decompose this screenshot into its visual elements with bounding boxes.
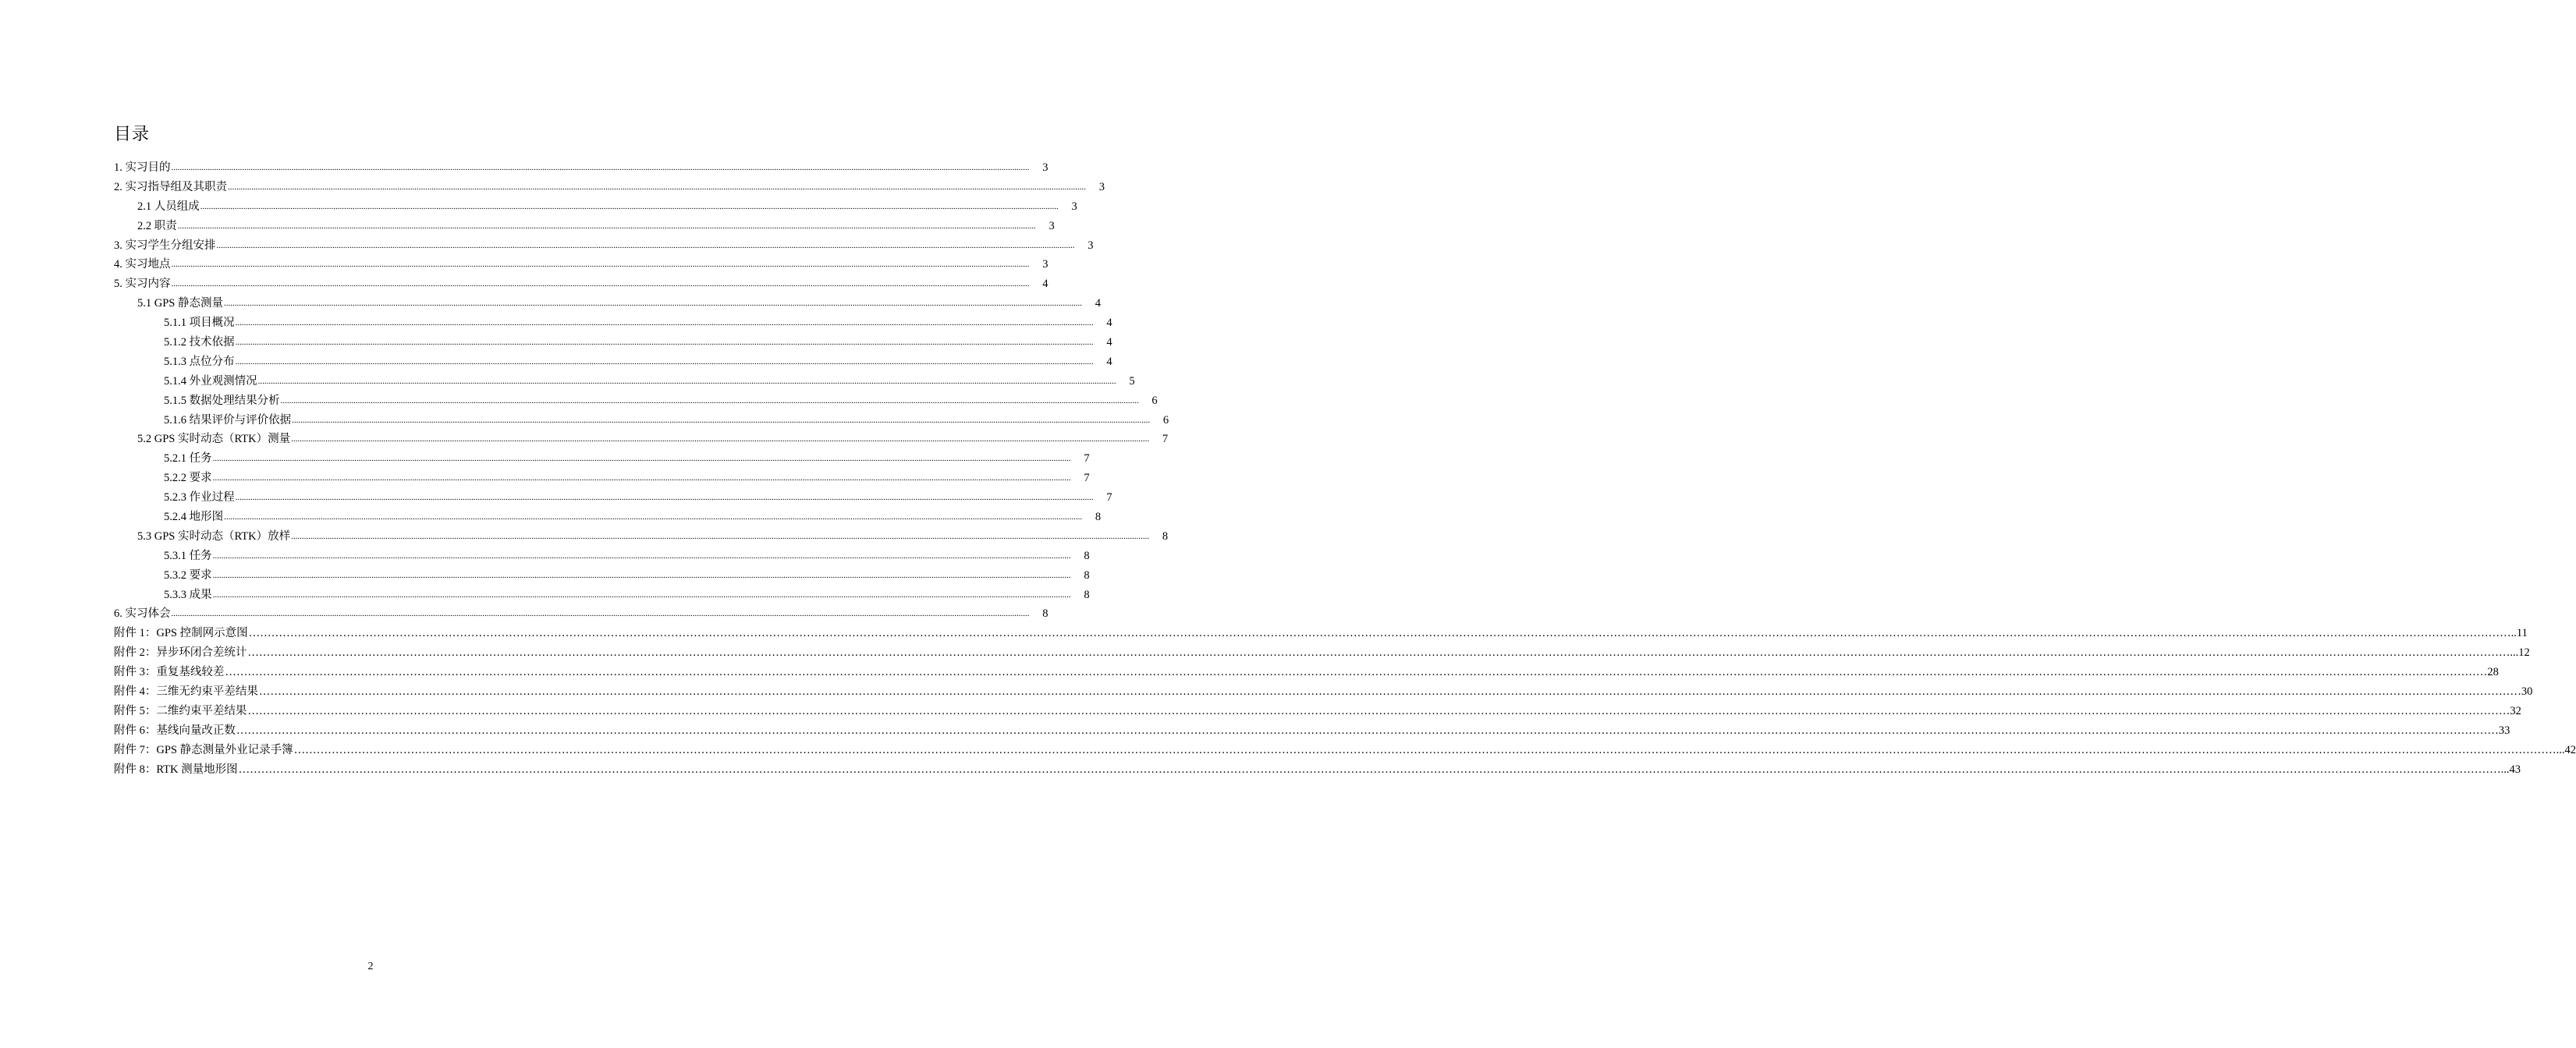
appendix-entry-label: 附件 2：异步环闭合差统计 (114, 643, 247, 663)
toc-entry-label: 2.1 人员组成 (137, 197, 200, 217)
dot-leader: ................................................................................................................................................................................................................................................................................................................................................................................................................ (212, 590, 1071, 600)
dot-leader: ................................................................................................................................................................................................................................................................................................................................................................................................................ (257, 376, 1116, 386)
toc-entry[interactable] (114, 372, 1135, 391)
appendix-entry-label: 附件 6：基线向量改正数 (114, 721, 236, 741)
appendix-entry-page: 30 (2521, 685, 2533, 699)
toc-entry[interactable] (114, 158, 1048, 178)
dot-leader: ................................................................................................................................................................................................................................................................................................................................................................................................................ (223, 299, 1082, 309)
toc-entry[interactable] (114, 586, 1090, 605)
appendix-entry[interactable] (114, 624, 2528, 643)
toc-entry[interactable] (114, 217, 1055, 236)
toc-entry-page: 4 (1095, 297, 1101, 310)
toc-entry-label: 5.2.3 作业过程 (164, 488, 236, 508)
toc-entry[interactable] (114, 566, 1090, 586)
ellipsis-leader: …………………………………………………………………………………………………………………………………………………………………………………………………………………………………………………………………………………………………………………………………………………………………………………………………………………………………………………………………………………………………………………………………………………… (238, 763, 2501, 776)
toc-entry-label: 5.2.1 任务 (164, 449, 213, 469)
dot-leader: ................................................................................................................................................................................................................................................................................................................................................................................................................ (235, 338, 1094, 347)
ellipsis-leader: …………………………………………………………………………………………………………………………………………………………………………………………………………………………………………………………………………………………………………………………………………………………………………………………………………………………………………………………………………………………………………………………………………………… (225, 666, 2488, 679)
appendix-entry[interactable] (114, 741, 2576, 760)
appendix-entry[interactable] (114, 663, 2499, 682)
ellipsis-leader: …………………………………………………………………………………………………………………………………………………………………………………………………………………………………………………………………………………………………………………………………………………………………………………………………………………………………………………………………………………………………………………………………………………… (247, 646, 2510, 660)
dot-leader: ................................................................................................................................................................................................................................................................................................................................................................................................................ (291, 434, 1150, 444)
appendix-entry-label: 附件 3：重复基线较差 (114, 663, 225, 682)
toc-entry-page: 3 (1042, 161, 1048, 174)
toc-entry-label: 5.1 GPS 静态测量 (137, 294, 224, 313)
toc-entry-label: 5.3.1 任务 (164, 547, 213, 566)
ellipsis-leader: …………………………………………………………………………………………………………………………………………………………………………………………………………………………………………………………………………………………………………………………………………………………………………………………………………………………………………………………………………………………………………………………………………………… (248, 627, 2511, 640)
appendix-entry-page: 28 (2487, 666, 2499, 679)
table-of-contents (114, 158, 2576, 780)
toc-entry[interactable] (114, 604, 1048, 624)
dot-leader: ................................................................................................................................................................................................................................................................................................................................................................................................................ (292, 415, 1151, 425)
toc-entry[interactable] (114, 294, 1101, 313)
toc-entry-page: 3 (1098, 180, 1105, 193)
toc-entry[interactable] (114, 469, 1090, 488)
ellipsis-leader: …………………………………………………………………………………………………………………………………………………………………………………………………………………………………………………………………………………………………………………………………………………………………………………………………………………………………………………………………………………………………………………………………………………… (236, 724, 2499, 737)
toc-entry-page: 8 (1084, 588, 1090, 601)
toc-entry[interactable] (114, 488, 1112, 508)
toc-entry-label: 4. 实习地点 (114, 255, 172, 274)
toc-entry[interactable] (114, 449, 1090, 469)
toc-entry-page: 3 (1048, 219, 1055, 232)
toc-entry-page: 8 (1084, 549, 1090, 562)
dot-leader: ................................................................................................................................................................................................................................................................................................................................................................................................................ (228, 182, 1086, 192)
toc-entry-page: 8 (1095, 511, 1102, 524)
toc-entry-page: 3 (1042, 258, 1048, 271)
toc-entry-label: 2. 实习指导组及其职责 (114, 178, 228, 197)
toc-entry-label: 5.1.1 项目概况 (164, 313, 236, 333)
toc-entry-page: 3 (1071, 200, 1077, 213)
toc-entry-page: 7 (1084, 452, 1090, 466)
toc-entry-label: 5.3.2 要求 (164, 566, 213, 586)
toc-entry-label: 5.2.2 要求 (164, 469, 213, 488)
toc-entry-label: 5.3 GPS 实时动态（RTK）放样 (137, 527, 291, 547)
toc-entry-label: 6. 实习体会 (114, 604, 172, 624)
toc-entry[interactable] (114, 352, 1112, 372)
dot-leader: ................................................................................................................................................................................................................................................................................................................................................................................................................ (235, 493, 1094, 503)
toc-entry-page: 6 (1162, 413, 1169, 427)
ellipsis-leader: …………………………………………………………………………………………………………………………………………………………………………………………………………………………………………………………………………………………………………………………………………………………………………………………………………………………………………………………………………………………………………………………………………………… (247, 704, 2510, 717)
toc-entry-page: 6 (1151, 394, 1158, 407)
toc-entry-label: 5.1.3 点位分布 (164, 352, 236, 372)
toc-entry[interactable] (114, 197, 1077, 217)
toc-entry[interactable] (114, 430, 1169, 449)
toc-entry-page: 8 (1162, 529, 1169, 543)
toc-entry-page: 3 (1088, 239, 1094, 252)
appendix-entry-page: ..11 (2510, 627, 2528, 640)
dot-leader: ................................................................................................................................................................................................................................................................................................................................................................................................................ (212, 570, 1071, 580)
toc-entry[interactable] (114, 508, 1102, 527)
toc-entry-label: 5.1.5 数据处理结果分析 (164, 391, 281, 411)
appendix-entry-page: ...42 (2556, 743, 2576, 756)
appendix-entry-page: 33 (2498, 724, 2510, 737)
dot-leader: ................................................................................................................................................................................................................................................................................................................................................................................................................ (280, 395, 1139, 405)
toc-entry[interactable] (114, 411, 1169, 430)
toc-entry[interactable] (114, 527, 1169, 547)
appendix-entry-label: 附件 1：GPS 控制网示意图 (114, 624, 249, 643)
dot-leader: ................................................................................................................................................................................................................................................................................................................................................................................................................ (200, 201, 1059, 211)
toc-entry[interactable] (114, 274, 1048, 294)
appendix-entry-page: 32 (2510, 704, 2521, 717)
toc-entry-page: 8 (1084, 568, 1090, 582)
appendix-entry-label: 附件 7：GPS 静态测量外业记录手簿 (114, 741, 294, 760)
toc-entry-label: 5.1.4 外业观测情况 (164, 372, 258, 391)
ellipsis-leader: …………………………………………………………………………………………………………………………………………………………………………………………………………………………………………………………………………………………………………………………………………………………………………………………………………………………………………………………………………………………………………………………………………………… (258, 685, 2521, 699)
appendix-entry-page: ...12 (2510, 646, 2530, 660)
appendix-entry-label: 附件 4：三维无约束平差结果 (114, 682, 259, 702)
toc-entry-page: 7 (1084, 472, 1090, 485)
toc-entry[interactable] (114, 236, 1094, 256)
toc-entry[interactable] (114, 547, 1090, 566)
appendix-entry-page: ...43 (2500, 763, 2521, 776)
toc-entry-page: 8 (1042, 607, 1048, 621)
dot-leader: ................................................................................................................................................................................................................................................................................................................................................................................................................ (291, 531, 1150, 541)
toc-entry-label: 3. 实习学生分组安排 (114, 236, 217, 256)
toc-entry-label: 5.1.2 技术依据 (164, 333, 236, 352)
toc-entry-label: 5.3.3 成果 (164, 586, 213, 605)
dot-leader: ................................................................................................................................................................................................................................................................................................................................................................................................................ (212, 454, 1071, 464)
appendix-entry[interactable] (114, 760, 2521, 780)
toc-entry-label: 2.2 职责 (137, 217, 178, 236)
dot-leader: ................................................................................................................................................................................................................................................................................................................................................................................................................ (171, 279, 1030, 289)
appendix-entry[interactable] (114, 643, 2530, 663)
page-number: 2 (367, 961, 374, 972)
toc-entry-page: 4 (1106, 336, 1112, 349)
dot-leader: ................................................................................................................................................................................................................................................................................................................................................................................................................ (171, 609, 1030, 619)
toc-entry-page: 4 (1042, 278, 1048, 291)
dot-leader: ................................................................................................................................................................................................................................................................................................................................................................................................................ (177, 221, 1036, 231)
dot-leader: ................................................................................................................................................................................................................................................................................................................................................................................................................ (216, 240, 1075, 250)
appendix-entry[interactable] (114, 682, 2533, 702)
toc-title: 目录 (114, 125, 151, 144)
toc-entry-label: 5.2.4 地形图 (164, 508, 224, 527)
toc-entry-label: 5. 实习内容 (114, 274, 172, 294)
appendix-entry[interactable] (114, 721, 2510, 741)
dot-leader: ................................................................................................................................................................................................................................................................................................................................................................................................................ (224, 512, 1083, 522)
toc-entry-label: 5.2 GPS 实时动态（RTK）测量 (137, 430, 291, 449)
toc-entry[interactable] (114, 313, 1112, 333)
toc-entry[interactable] (114, 178, 1105, 197)
appendix-entry[interactable] (114, 702, 2521, 721)
appendix-entry-label: 附件 5：二维约束平差结果 (114, 702, 247, 721)
dot-leader: ................................................................................................................................................................................................................................................................................................................................................................................................................ (235, 356, 1094, 366)
toc-entry-label: 1. 实习目的 (114, 158, 172, 178)
toc-entry-page: 7 (1106, 491, 1112, 505)
dot-leader: ................................................................................................................................................................................................................................................................................................................................................................................................................ (212, 551, 1071, 561)
toc-entry-label: 5.1.6 结果评价与评价依据 (164, 411, 292, 430)
toc-entry-page: 4 (1106, 317, 1112, 330)
ellipsis-leader: …………………………………………………………………………………………………………………………………………………………………………………………………………………………………………………………………………………………………………………………………………………………………………………………………………………………………………………………………………………………………………………………………………………… (293, 743, 2556, 756)
toc-entry-page: 7 (1162, 433, 1169, 446)
dot-leader: ................................................................................................................................................................................................................................................................................................................................................................................................................ (212, 473, 1071, 483)
toc-entry[interactable] (114, 333, 1112, 352)
toc-entry-page: 4 (1106, 355, 1112, 368)
dot-leader: ................................................................................................................................................................................................................................................................................................................................................................................................................ (171, 260, 1030, 270)
dot-leader: ................................................................................................................................................................................................................................................................................................................................................................................................................ (235, 318, 1094, 328)
toc-entry[interactable] (114, 255, 1048, 274)
toc-entry-page: 5 (1129, 374, 1135, 388)
toc-entry[interactable] (114, 391, 1158, 411)
appendix-entry-label: 附件 8：RTK 测量地形图 (114, 760, 239, 780)
dot-leader: ................................................................................................................................................................................................................................................................................................................................................................................................................ (171, 162, 1030, 172)
